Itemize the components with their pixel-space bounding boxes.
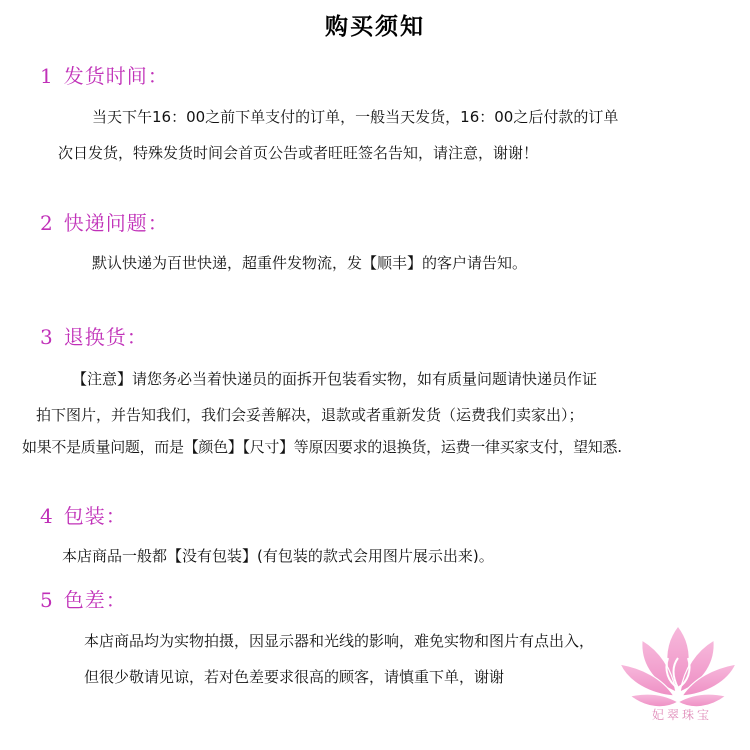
text-line: 本店商品一般都【没有包装】(有包装的款式会用图片展示出来)。 xyxy=(62,547,494,565)
section-title: 色差： xyxy=(63,588,127,612)
logo-brand-text: 妃翠珠宝 xyxy=(651,708,712,722)
section-heading-color-difference xyxy=(40,584,127,613)
text-line: 但很少敬请见谅，若对色差要求很高的顾客，请慎重下单，谢谢 xyxy=(84,668,505,686)
text-line: 次日发货，特殊发货时间会首页公告或者旺旺签名告知，请注意，谢谢！ xyxy=(58,144,539,162)
section-title: 发货时间： xyxy=(63,64,169,88)
section-heading-returns xyxy=(40,321,148,350)
section-number: 5 xyxy=(40,588,54,612)
section-number: 4 xyxy=(40,504,54,528)
section-heading-shipping-time xyxy=(40,60,169,89)
text-line: 如果不是质量问题，而是【颜色】【尺寸】等原因要求的退换货，运费一律买家支付，望知悉. xyxy=(22,438,622,456)
text-line: 默认快递为百世快递，超重件发物流，发【顺丰】的客户请告知。 xyxy=(92,254,528,272)
text-line: 本店商品均为实物拍摄，因显示器和光线的影响，难免实物和图片有点出入， xyxy=(84,632,595,650)
lotus-logo-icon xyxy=(612,618,744,742)
text-line: 【注意】请您务必当着快递员的面拆开包装看实物，如有质量问题请快递员作证 xyxy=(72,370,598,388)
text-line: 拍下图片，并告知我们，我们会妥善解决，退款或者重新发货（运费我们卖家出）； xyxy=(36,406,584,424)
section-title: 退换货： xyxy=(63,325,148,349)
page-title: 购买须知 xyxy=(325,14,425,40)
section-number: 1 xyxy=(40,64,54,88)
section-number: 3 xyxy=(40,325,54,349)
section-number: 2 xyxy=(40,211,54,235)
text-line: 当天下午16：00之前下单支付的订单，一般当天发货，16：00之后付款的订单 xyxy=(92,108,619,126)
section-heading-packaging xyxy=(40,500,127,529)
section-title: 包装： xyxy=(63,504,127,528)
section-title: 快递问题： xyxy=(63,211,169,235)
section-heading-delivery xyxy=(40,207,169,236)
